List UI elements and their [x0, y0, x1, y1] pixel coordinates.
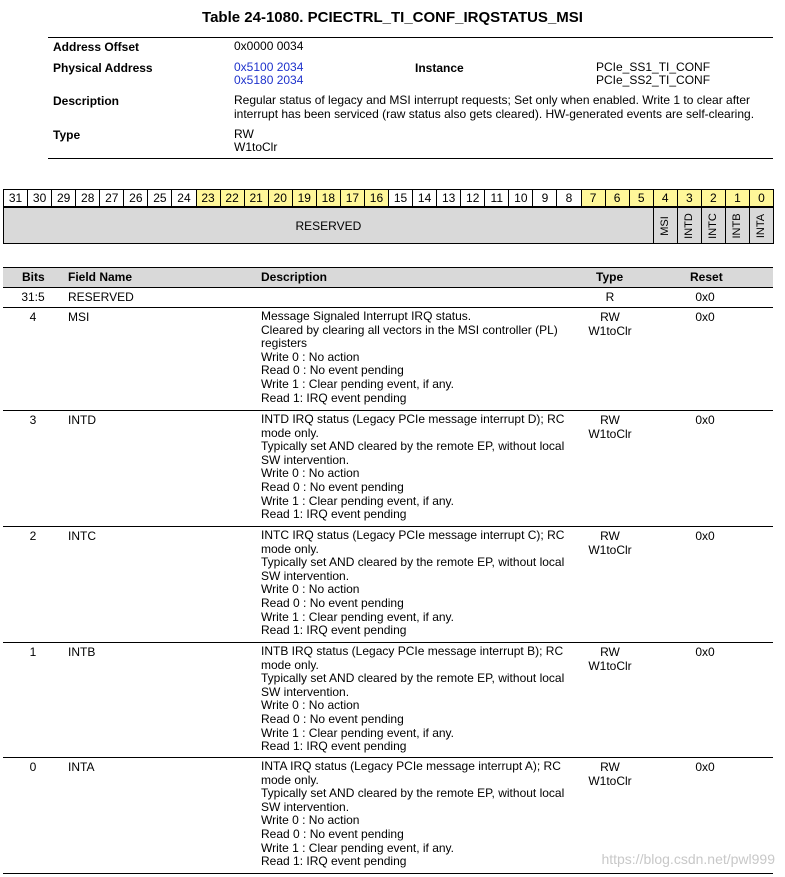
bit-number-22: 22 — [220, 189, 245, 207]
row-description-line: Typically set AND cleared by the remote EP, without local — [261, 786, 565, 801]
bit-number-27: 27 — [99, 189, 124, 207]
row-description-line: Write 0 : No action — [261, 349, 360, 364]
bit-number-7: 7 — [581, 189, 606, 207]
row-description-line: INTC IRQ status (Legacy PCIe message interrupt C); RC — [261, 528, 565, 542]
bit-field-row — [3, 207, 773, 244]
bit-number-26: 26 — [123, 189, 148, 207]
address-offset-value: 0x0000 0034 — [234, 39, 304, 53]
bit-number-19: 19 — [292, 189, 317, 207]
row-description-line: SW intervention. — [261, 799, 350, 814]
bit-number-16: 16 — [364, 189, 389, 207]
row-reset: 0x0 — [695, 310, 715, 324]
field-cell-intc — [701, 207, 726, 244]
bit-number-3: 3 — [677, 189, 702, 207]
bit-number-row — [3, 189, 773, 208]
row-type: RW — [600, 760, 620, 774]
row-bits: 4 — [29, 310, 37, 324]
row-description-line: Write 1 : Clear pending event, if any. — [261, 840, 454, 855]
row-description-line: SW intervention. — [261, 452, 350, 467]
row-description-line: Write 1 : Clear pending event, if any. — [261, 377, 454, 391]
field-cell-reserved: RESERVED — [3, 207, 654, 244]
field-cell-intd — [677, 207, 702, 244]
row-description-line: Write 1 : Clear pending event, if any. — [261, 493, 454, 508]
header-reset: Reset — [690, 270, 723, 284]
row-description-line: SW intervention. — [261, 568, 350, 583]
row-reset: 0x0 — [695, 413, 715, 427]
row-description-line: Cleared by clearing all vectors in the MSI controller (PL) — [261, 322, 558, 337]
bit-number-8: 8 — [556, 189, 581, 207]
field-label-msi: MSI — [659, 215, 672, 236]
field-label-intd: INTD — [683, 212, 696, 239]
row-type: W1toClr — [588, 773, 632, 788]
description-label: Description — [53, 94, 120, 108]
bit-number-25: 25 — [147, 189, 172, 207]
field-label-intc: INTC — [707, 212, 720, 239]
row-type: R — [605, 290, 615, 304]
row-type: W1toClr — [588, 658, 632, 673]
row-type: RW — [600, 645, 620, 659]
row-type: RW — [600, 413, 620, 427]
description-line-2: interrupt has been serviced (raw status also gets cleared). HW-generated events are self-clearing. — [234, 107, 755, 121]
bit-number-6: 6 — [605, 189, 630, 207]
bit-number-15: 15 — [388, 189, 413, 207]
bit-number-5: 5 — [629, 189, 654, 207]
row-description-line: Write 1 : Clear pending event, if any. — [261, 609, 454, 624]
row-description-line: mode only. — [261, 772, 319, 787]
row-description-line: Typically set AND cleared by the remote EP, without local — [261, 671, 565, 686]
header-bits: Bits — [22, 270, 45, 284]
table-row — [3, 642, 773, 758]
bit-number-1: 1 — [725, 189, 750, 207]
physical-address-value-1: 0x5100 2034 — [234, 60, 304, 74]
bit-number-20: 20 — [268, 189, 293, 207]
field-label-intb: INTB — [731, 212, 744, 239]
row-description-line: INTD IRQ status (Legacy PCIe message interrupt D); RC — [261, 412, 565, 426]
row-description-line: Read 0 : No event pending — [261, 712, 404, 726]
field-label-inta: INTA — [755, 213, 768, 238]
row-description-line: SW intervention. — [261, 684, 350, 699]
row-description-line: registers — [261, 336, 308, 351]
row-field-name: MSI — [68, 310, 90, 324]
bit-number-12: 12 — [460, 189, 485, 207]
type-value-2: W1toClr — [234, 140, 278, 154]
row-type: W1toClr — [588, 426, 632, 441]
row-field-name: RESERVED — [68, 290, 134, 304]
bit-number-14: 14 — [412, 189, 437, 207]
instance-label: Instance — [415, 61, 464, 75]
row-reset: 0x0 — [695, 645, 715, 659]
field-cell-msi — [653, 207, 678, 244]
bit-number-31: 31 — [3, 189, 28, 207]
bit-number-2: 2 — [701, 189, 726, 207]
row-reset: 0x0 — [695, 290, 715, 304]
row-description-line: Write 0 : No action — [261, 698, 360, 713]
address-offset-label: Address Offset — [53, 40, 140, 54]
row-bits: 0 — [29, 760, 37, 774]
field-cell-intb — [725, 207, 750, 244]
row-bits: 31:5 — [21, 290, 45, 304]
row-type: RW — [600, 310, 620, 324]
type-value-1: RW — [234, 127, 254, 141]
row-description-line: Read 1: IRQ event pending — [261, 739, 407, 754]
header-description: Description — [261, 270, 328, 284]
table-row — [3, 526, 773, 643]
row-field-name: INTA — [68, 760, 95, 774]
row-type: RW — [600, 529, 620, 543]
row-description-line: Read 1: IRQ event pending — [261, 854, 407, 869]
row-type: W1toClr — [588, 542, 632, 557]
row-description-line: Read 1: IRQ event pending — [261, 623, 407, 638]
physical-address-label: Physical Address — [53, 61, 153, 75]
table-row — [3, 410, 773, 527]
row-description-line: mode only. — [261, 541, 319, 556]
page-title: Table 24-1080. PCIECTRL_TI_CONF_IRQSTATUS_MSI — [202, 9, 583, 26]
row-description-line: Read 0 : No event pending — [261, 827, 404, 841]
physical-address-value-2: 0x5180 2034 — [234, 73, 304, 87]
field-cell-inta — [749, 207, 774, 244]
row-description-line: Read 0 : No event pending — [261, 480, 404, 494]
row-field-name: INTB — [68, 645, 96, 659]
type-label: Type — [53, 128, 81, 142]
instance-value-1: PCIe_SS1_TI_CONF — [596, 60, 711, 74]
row-bits: 3 — [29, 413, 37, 427]
description-line-1: Regular status of legacy and MSI interrupt requests; Set only when enabled. Write 1 to clear after — [234, 93, 751, 107]
row-bits: 2 — [29, 529, 37, 543]
watermark: https://blog.csdn.net/pwl999 — [601, 851, 775, 867]
row-description-line: Write 0 : No action — [261, 813, 360, 828]
bit-number-21: 21 — [244, 189, 269, 207]
bit-number-24: 24 — [171, 189, 196, 207]
row-description-line: Read 0 : No event pending — [261, 363, 404, 378]
row-description-line: INTB IRQ status (Legacy PCIe message interrupt B); RC — [261, 644, 564, 658]
row-description-line: Typically set AND cleared by the remote EP, without local — [261, 555, 565, 570]
register-info-table — [48, 37, 773, 159]
row-description-line: Message Signaled Interrupt IRQ status. — [261, 309, 472, 323]
bit-number-28: 28 — [75, 189, 100, 207]
bit-number-23: 23 — [196, 189, 221, 207]
bit-number-11: 11 — [484, 189, 509, 207]
row-description-line: INTA IRQ status (Legacy PCIe message interrupt A); RC — [261, 759, 561, 773]
bit-number-17: 17 — [340, 189, 365, 207]
row-description-line: Write 0 : No action — [261, 582, 360, 597]
row-description-line: Typically set AND cleared by the remote EP, without local — [261, 439, 565, 454]
header-field-name: Field Name — [68, 270, 133, 284]
table-row — [3, 307, 773, 411]
row-type: W1toClr — [588, 323, 632, 338]
instance-value-2: PCIe_SS2_TI_CONF — [596, 73, 711, 87]
bit-number-29: 29 — [51, 189, 76, 207]
table-row — [3, 287, 773, 308]
row-bits: 1 — [29, 645, 37, 659]
row-reset: 0x0 — [695, 760, 715, 774]
bit-number-18: 18 — [316, 189, 341, 207]
row-description-line: Read 1: IRQ event pending — [261, 390, 407, 405]
bit-number-0: 0 — [749, 189, 774, 207]
fields-table-header — [3, 267, 773, 288]
row-description-line: Read 1: IRQ event pending — [261, 507, 407, 522]
row-reset: 0x0 — [695, 529, 715, 543]
row-description-line: Write 0 : No action — [261, 466, 360, 481]
row-description-line: mode only. — [261, 425, 319, 440]
bit-number-30: 30 — [27, 189, 52, 207]
row-description-line: mode only. — [261, 657, 319, 672]
row-description-line: Write 1 : Clear pending event, if any. — [261, 725, 454, 740]
row-field-name: INTC — [68, 529, 96, 543]
row-field-name: INTD — [68, 413, 96, 427]
bit-number-4: 4 — [653, 189, 678, 207]
bit-number-13: 13 — [436, 189, 461, 207]
bit-number-9: 9 — [532, 189, 557, 207]
row-description-line: Read 0 : No event pending — [261, 596, 404, 610]
bit-number-10: 10 — [508, 189, 533, 207]
header-type: Type — [596, 270, 624, 284]
